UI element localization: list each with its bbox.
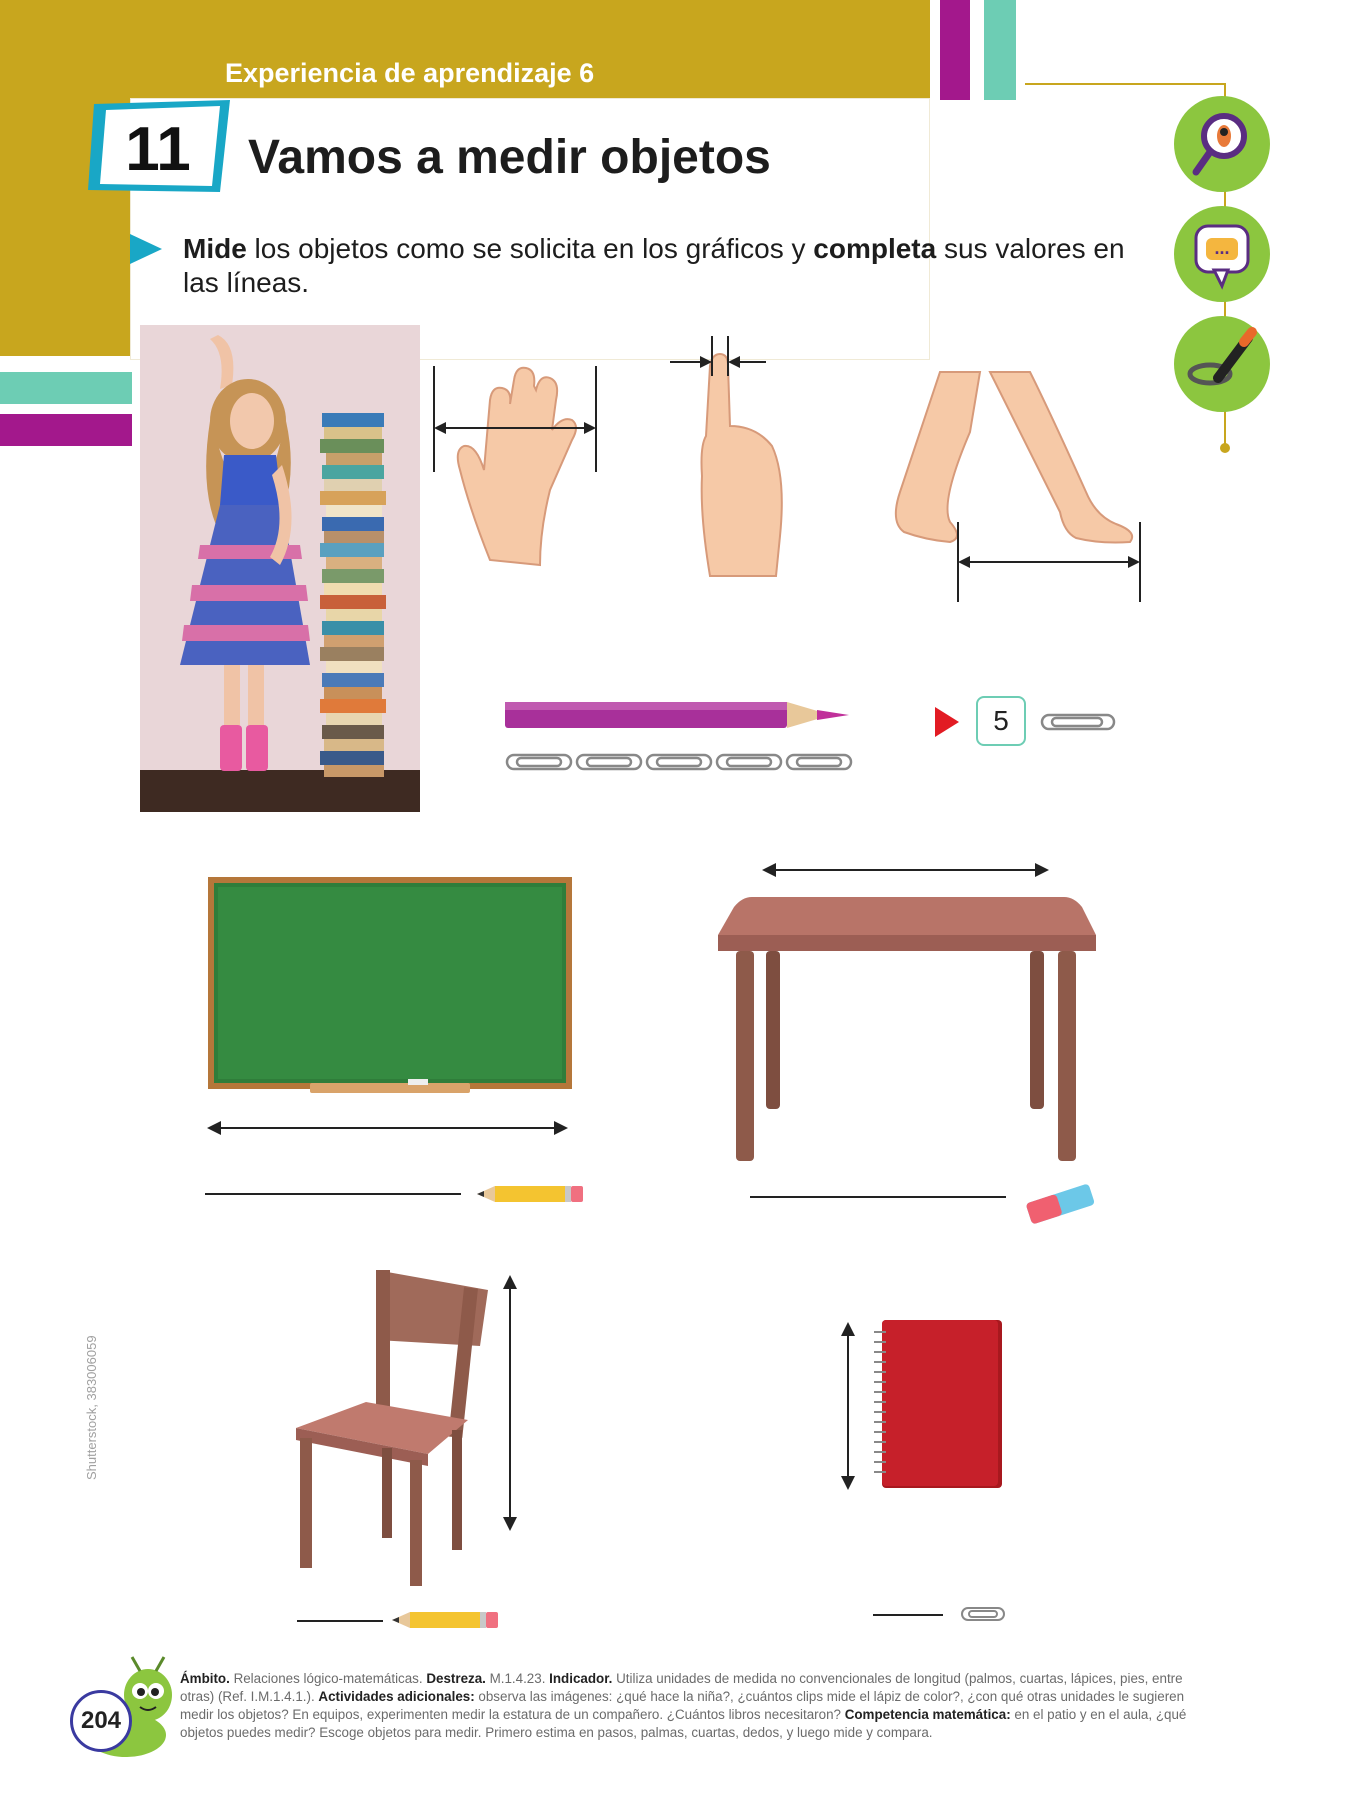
instruction-text-2: sus valores en las líneas. <box>183 233 1125 298</box>
page-number: 204 <box>70 1690 132 1752</box>
teacher-notes <box>180 1670 1205 1742</box>
paperclip-row <box>505 752 855 772</box>
instruction-verb-2: completa <box>813 233 937 264</box>
chalkboard <box>208 877 576 1095</box>
step-length-illustration <box>880 372 1150 602</box>
chalkboard-answer-line <box>205 1193 461 1195</box>
instruction <box>183 232 1163 300</box>
paperclip-unit-icon <box>960 1606 1006 1622</box>
red-notebook <box>872 1318 1004 1490</box>
instruction-verb-1: Mide <box>183 233 247 264</box>
page-title: Vamos a medir objetos <box>248 131 771 184</box>
example-pointer <box>935 707 959 737</box>
side-teal-stripe <box>0 372 132 404</box>
indicador-text: Utiliza unidades de medida no convencionales de longitud (palmos, cuartas, lápices, pies, entre otras) (Ref. I.M.1.4.1.). <box>180 1671 1183 1704</box>
experience-label: Experiencia de aprendizaje 6 <box>225 58 595 88</box>
notebook-answer-line <box>873 1614 943 1616</box>
example-answer-box: 5 <box>976 696 1026 746</box>
hand-span-illustration <box>430 360 610 575</box>
competencia-label: Competencia matemática: <box>844 1707 1011 1722</box>
colored-pencil <box>505 700 855 730</box>
chair-height-arrow <box>500 1273 520 1533</box>
pencil-unit-icon-2 <box>392 1609 498 1631</box>
svg-text:...: ... <box>1214 238 1230 258</box>
table-answer-line <box>750 1196 1006 1198</box>
pencil-unit-icon <box>477 1183 583 1205</box>
lesson-number-badge <box>88 100 230 192</box>
chalkboard-width-arrow <box>205 1118 570 1138</box>
finger-width-illustration <box>660 336 800 581</box>
competencia-text: en el patio y en el aula, ¿qué objetos puedes medir? Escoge objetos para medir. Primero estima en pasos, palmas, cuartas, dedos, y luego mide y compara. <box>180 1707 1187 1740</box>
table <box>718 893 1098 1163</box>
bullet-triangle <box>130 234 162 264</box>
photo-credit: Shutterstock, 383006059 <box>84 1335 99 1480</box>
teal-stripe <box>984 0 1016 100</box>
table-width-arrow <box>760 860 1050 880</box>
chair <box>292 1268 492 1588</box>
magnifier-icon <box>1174 96 1270 192</box>
ambito-text: Relaciones lógico-matemáticas. <box>229 1671 427 1686</box>
lesson-number: 11 <box>125 115 191 184</box>
actividades-text: observa las imágenes: ¿qué hace la niña?, ¿cuántos clips mide el lápiz de color?, ¿con qué otras unidades le sugieren medir los objetos? En equipos, experimenten medir la estatura de un compañero. ¿Cuántos libros necesitaron? <box>180 1689 1185 1722</box>
actividades-label: Actividades adicionales: <box>318 1689 475 1704</box>
pencil-icon <box>1174 316 1270 412</box>
instruction-text-1: los objetos como se solicita en los gráficos y <box>246 233 814 264</box>
indicador-label: Indicador. <box>549 1671 613 1686</box>
destreza-label: Destreza. <box>426 1671 486 1686</box>
ambito-label: Ámbito. <box>180 1671 230 1686</box>
speech-bubble-icon <box>1174 206 1270 302</box>
destreza-text: M.1.4.23. <box>485 1671 550 1686</box>
chair-answer-line <box>297 1620 383 1622</box>
notebook-height-arrow <box>838 1320 858 1492</box>
paperclip-icon <box>1040 712 1116 732</box>
purple-stripe <box>940 0 970 100</box>
girl-with-books-photo <box>140 325 420 812</box>
eraser-icon <box>1023 1183 1097 1223</box>
side-purple-stripe <box>0 414 132 446</box>
